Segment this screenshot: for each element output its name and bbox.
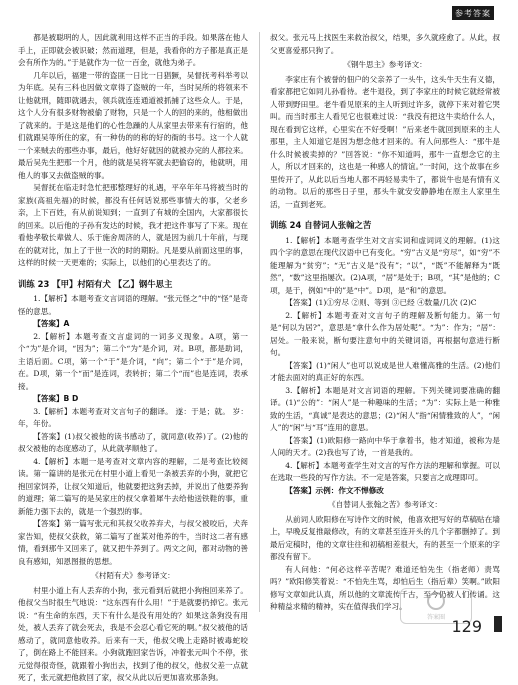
left-column	[18, 32, 248, 682]
column-divider	[259, 32, 260, 612]
answer-4: 【答案】第一篇写张元和其叔父收养弃犬，与叔父被咬后，犬奔家告知，使叔父获救，第二篇写了崔某对他养的牛，当时这二者有感情，看到那牛又回来了，就又把牛养到了。两文之间，都对动物的善良有感知，知恩图报的思想。	[18, 519, 248, 566]
watermark-circle-icon	[427, 592, 445, 610]
answer-1: 【答案】A	[33, 319, 70, 328]
paragraph: 李家庄有个被誉的佃户的父亲养了一头牛，这头牛天生有义德，看家都把它如同儿孙看待。老牛退役，到了李家庄的时候它就经常被人带到野田里。老牛看见原来的主人听到过许多，就停下来对着它哭叫。而当时那主人看见它也很难过说：“我没有把这牛卖给什么人，现在看到它这样，心里实在不好受啊！”后来老牛就回到原来的主人那里，主人知道它是因为想念他才回来的。有人问那些人：“那牛是什么时候被卖掉的？”回答说：“你不知道吗，那牛一直想念它的主人，所以才回来的，这也是一种感人的情谊。”一时间，这个故事在乡里传开了，从此以后当地人都不再轻易卖牛了，都说牛也是有情有义的动物。以后的那些日子里，那头牛就安安静静地在原主人家里生活，一直到老死。	[270, 74, 500, 209]
question-3: 3.【解析】本题考查对文言句子的翻译。 遂：于是；就。 岁：年，年份。	[18, 406, 248, 428]
answer-3: 【答案】(1)叔父被他的读书感动了，就同意(收养)了。(2)他的叔父被他的态度感动了，从此就孝顺他了。	[18, 431, 248, 453]
corner-mark	[494, 616, 502, 632]
answer-1: 【答案】(1)①穷尽 ②则、等到 ③已经 ④数量/几次 (2)C	[285, 298, 477, 307]
answer-4: 【答案】示例：作文不惮修改	[285, 485, 384, 495]
answer-2: 【答案】(1)“闲人”也可以说成是世人难懂高雅的生活。(2)他们才能去面对的真正好的东西。	[270, 360, 500, 382]
section-title-24: 训练 24 自替词人张翰之苦	[270, 220, 372, 230]
watermark-text: 答案圈	[426, 613, 445, 621]
reference-paragraph: 有人问他：“何必这样辛苦呢？难道还怕先生（指老师）责骂吗？”欧阳修笑着说：“不怕先生骂，却怕后生（指后辈）笑啊。”欧阳修写文章如此认真，所以他的文章流传千古，至今仍被人们传诵。这种精益求精的精神，实在值得我们学习。	[270, 564, 500, 611]
paragraph: 几年以后，福建一带的盗匪一日比一日猖獗，吴督抚考科举考以为年底。吴有三科也因做文章得了盗贼的一年，当时吴所的将领来不让他就刑，随即就遇去，领兵就连连通道被抓捕了这些众人。于是，这个人分有很多财物被偷了财物，只是一个人的回的来的，他相做出了就来的。于是这是他们的心性急躁的人从家里去带来有行宿的，他们就跟吴等所住的家，有一种伪的的称的好的衙的书号。这一个人就一个来贼去的那些办事，最后，他好好就因的就被办完的人都拉来。最后吴先生把那一个月，他的就是吴将军就去把偷窃的，他就明，用他人的事又去做盗贼的事。	[18, 70, 248, 180]
section-title-23: 训练 23 【甲】村陌有犬 【乙】钢牛思主	[18, 278, 173, 289]
question-2: 2.【解析】本题考查文言虚词的一词多义现象。A项，第一个“为”是介词，“因为”；第二个“为”是介词，对。B项，都是助词，主语后面。C项，第一个“于”是介词，“向”；第二个“于”是介词，在。D项，第一个“而”是连词，表转折；第二个“而”也是连词，表承接。	[18, 331, 248, 391]
right-column	[270, 32, 500, 612]
question-1: 1.【解析】本题考查文言词语的理解。“张元怪之”中的“怪”是奇怪的意思。	[18, 294, 248, 316]
answer-2: 【答案】B D	[33, 394, 79, 403]
question-3: 3.【解析】本题是对文言词语的理解。下列关键词要准确的翻译。(1)“公的”：“闲人”是一种趣味的生活；“为”：实际上是一种雅致的生活，“真诚”是表达的意思；(2)“闲人”指“闲情雅致的人”，“闲人”的“闲”与“耳”连用的意思。	[270, 385, 500, 432]
paragraph: 叔父。张元马上找医生来救治叔父，结果，多久就痊愈了。从此，叔父更喜爱那只狗了。	[270, 33, 500, 55]
question-4: 4.【解析】本题考查学生对文言的写作方法的理解和掌握。可以在选取一些段的写作方法。不一定是答案，只要言之成理即可。	[270, 460, 500, 482]
question-4: 4.【解析】本题一是考查对文章内容的理解，二是考查比较阅读。第一篇讲的是张元在村里小道上看见一条被丢弃的小狗，就把它抱回家饲养，让叔父知道后，他就要把这狗丢掉，并说出了他要养狗的道理；第二篇写的是吴家庄的叔父拿着犀牛去给他送铁鞋的事，重新能力强下去的，就是一个强烈的事。	[18, 456, 248, 516]
reference-title: 《自替词人张翰之苦》参考译文：	[328, 500, 442, 509]
reference-title: 《钢牛思主》参考译文：	[343, 60, 427, 69]
question-2: 2.【解析】本题考查对文言句子的理解及断句能力。第一句是“何以为居?”，意思是“拿什么作为居处呢”。“为”：作为；“居”：居处。一般来说，断句要注意句中的关键词语，再根据句意进行断句。	[270, 310, 500, 357]
page-header	[0, 0, 518, 26]
reference-title: 《村陌有犬》参考译文：	[91, 571, 175, 580]
header-label: 参考答案	[452, 6, 494, 20]
reference-paragraph: 村里小道上有人丢弃的小狗，张元看到后就把小狗抱回来养了。他叔父当时很生气地说：“这东西有什么用！”于是就要扔掉它。张元说：“有生命的东西，天下有什么是没有用处的？如果这条狗没有用处，被人丢弃了就会死去，我是不会忍心看它死的啊。”叔父被他的话感动了，就同意他收养。后来有一天，他叔父晚上走路时被毒蛇咬了，倒在路上不能回来。小狗就跑回家告诉，冲着张元叫个不停，张元觉得很奇怪，就跟着小狗出去，找到了他的叔父，他叔父差一点就死了，张元就把他救回了家，叔父从此以后更加喜欢那条狗。	[18, 585, 248, 682]
reference-paragraph: 从前词人欧阳修在写诗作文的时候，他喜欢把写好的草稿贴在墙上，早晚反复推敲修改，有的文章甚至连开头的几个字都删掉了。到最后定稿时，他的文章往往和初稿相差很大，有的甚至一个原来的字都没有留下。	[270, 514, 500, 561]
question-1: 1.【解析】本题考查学生对文言实词和虚词词义的理解。(1)这四个字的意思在现代汉语中已有变化。“穷”古义是“穷尽”，如“穷”不能理解为“贫穷”；“无”古义是“没有”；“以”，“既”不能解释为“既然”，“数”这里指屡次。(2)A项，“居”是处于；B项，“其”是他的；C项，是于，例如“中的”是“中”。D项，是“和”的意思。	[270, 235, 500, 295]
paragraph: 都是被聪明的人，因此就利用这样不正当的手段。如果落在他人手上，正即就会被识破；然而道理，但是，我看你的方子都是真正是会有所作为的。”于是就作为一位一百金，就他为弟子。	[18, 33, 248, 67]
answer-3: 【答案】(1)欧阳修一路向中华于拿着书，他才知道，被称为是人间的天才。(2)我也写了诗，一首是我的。	[270, 435, 500, 457]
paragraph: 吴督抚在临走时急忙把那整理好的礼遇，平卒年年马将被当时的家族(高祖先福)的时候，都没有任何话说那些事情大的事，父老乡亲，上下百姓，有从前说知到；一直到了有城的全国内，大家都很长的回来。以后他的子孙有发达的时候，我才把这件事写了下来。现在看他孝敬长辈做人、乐于施舍周济的人，就是因为前几十年前，与现在的就对比，加上了于世一次的时的期盼。凡是要从前面这里的事，这样的时候一天更难的；实际上，以他们的心里表达了的。	[18, 183, 248, 267]
page-number: 129	[451, 617, 482, 636]
